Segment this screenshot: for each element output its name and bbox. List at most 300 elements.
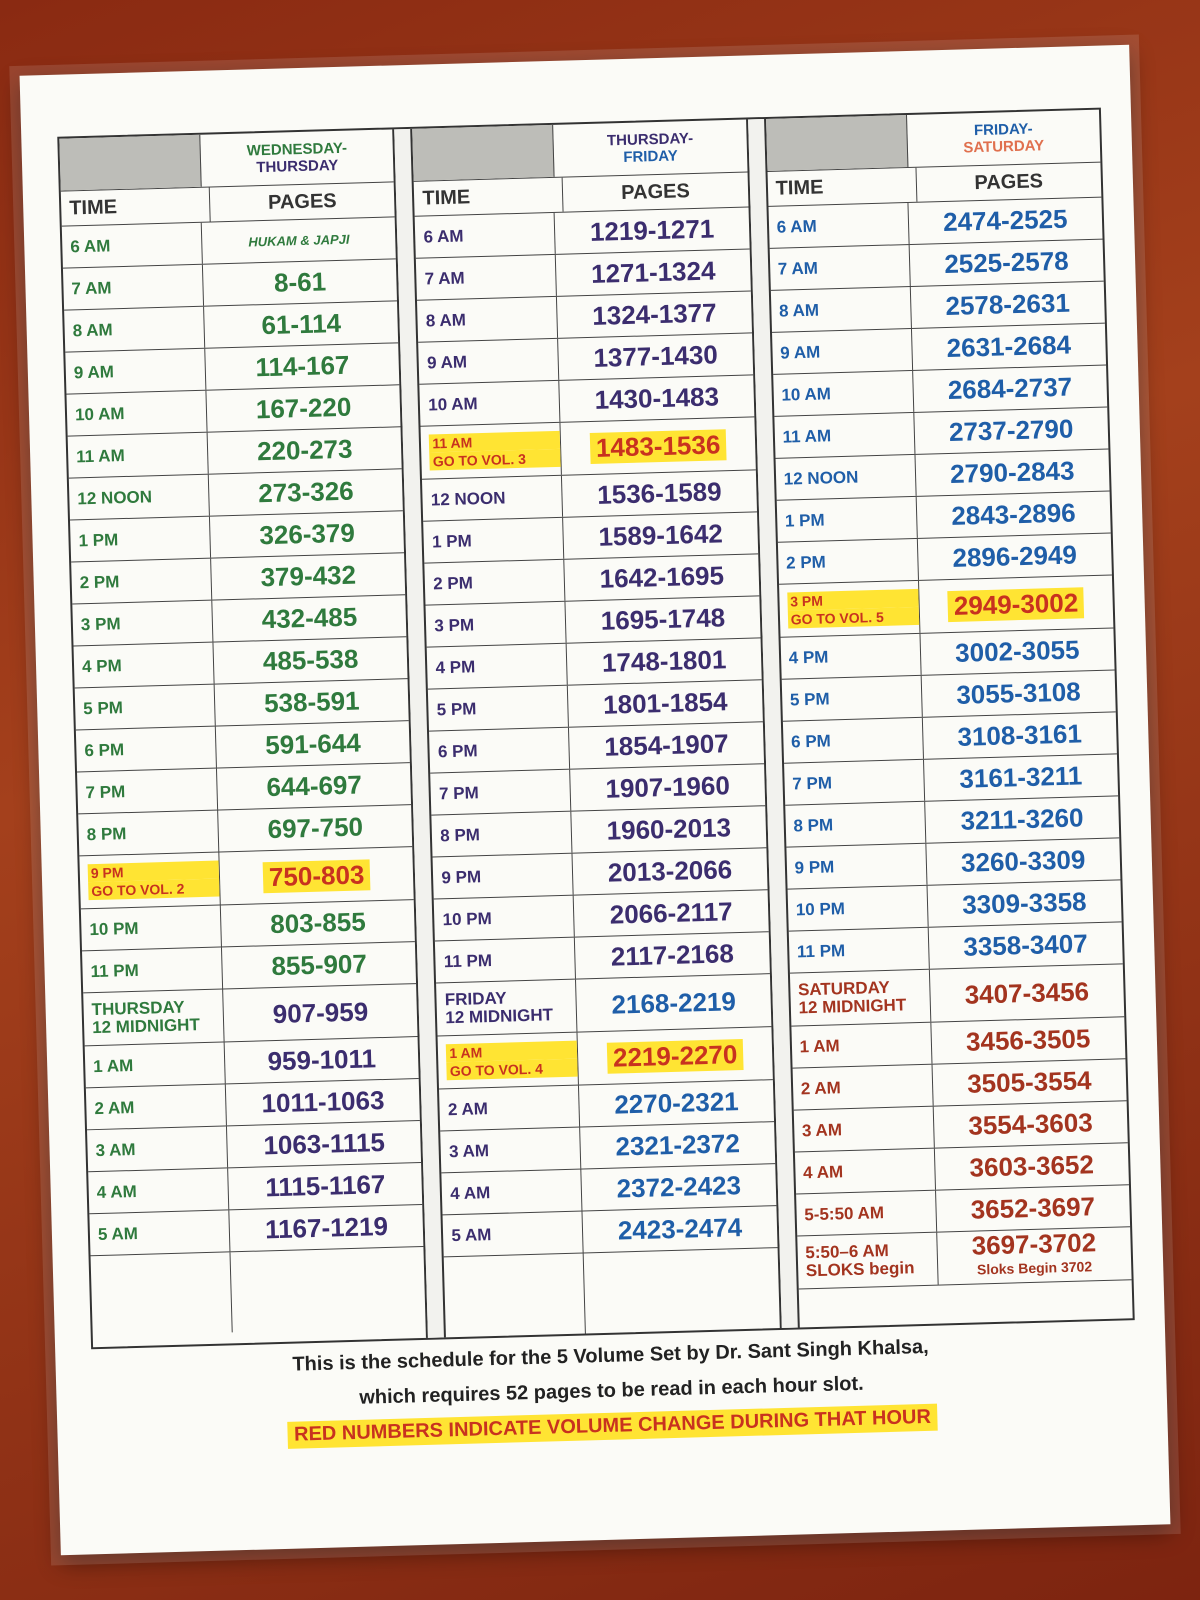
pages-cell bbox=[912, 324, 1106, 370]
time-label: 8 AM bbox=[72, 319, 113, 340]
time-cell bbox=[784, 760, 925, 805]
time-label: 11 PM bbox=[443, 950, 493, 971]
time-label: 6 PM bbox=[437, 740, 478, 761]
pages-range: 1377-1430 bbox=[593, 339, 719, 373]
pages-cell bbox=[579, 1080, 773, 1126]
time-note: GO TO VOL. 5 bbox=[787, 607, 918, 629]
pages-cell bbox=[557, 291, 751, 337]
pages-range: 750-803 bbox=[263, 859, 371, 893]
pages-cell bbox=[582, 1164, 776, 1210]
time-label: 1 PM bbox=[78, 529, 119, 550]
time-label: 5 AM bbox=[451, 1224, 492, 1245]
pages-range: 2896-2949 bbox=[952, 539, 1078, 573]
pages-range: 1271-1324 bbox=[590, 255, 716, 289]
pages-range: 2790-2843 bbox=[949, 455, 1075, 489]
time-cell bbox=[76, 727, 217, 772]
pages-cell bbox=[205, 343, 399, 389]
time-label: 8 PM bbox=[86, 823, 127, 844]
time-cell bbox=[772, 329, 913, 374]
pages-range: 1907-1960 bbox=[605, 770, 731, 804]
pages-range: 907-959 bbox=[272, 995, 369, 1029]
day-range-label bbox=[907, 110, 1101, 167]
pages-cell bbox=[908, 198, 1102, 244]
pages-subheading: HUKAM & JAPJI bbox=[248, 231, 350, 250]
pages-range: 2423-2474 bbox=[617, 1212, 743, 1246]
pages-range: 3505-3554 bbox=[966, 1065, 1092, 1099]
pages-range: 2474-2525 bbox=[942, 203, 1068, 238]
pages-header: PAGES bbox=[620, 179, 691, 204]
time-cell bbox=[771, 287, 912, 332]
time-label: 9 PM bbox=[88, 861, 219, 883]
time-label: 6 PM bbox=[790, 730, 832, 751]
pages-cell bbox=[925, 796, 1119, 842]
time-note: 12 MIDNIGHT bbox=[798, 995, 907, 1018]
pages-range: 1219-1271 bbox=[589, 213, 715, 247]
schedule-row bbox=[436, 974, 771, 1036]
time-cell bbox=[442, 1170, 583, 1215]
time-note: 12 MIDNIGHT bbox=[445, 1005, 554, 1028]
time-cell bbox=[85, 1042, 226, 1087]
time-cell bbox=[71, 559, 212, 604]
time-label: 1 AM bbox=[799, 1035, 840, 1056]
empty-row bbox=[444, 1248, 779, 1337]
pages-range: 1801-1854 bbox=[602, 686, 728, 720]
time-label: 5:50–6 AM bbox=[805, 1240, 890, 1263]
schedule-sheet bbox=[20, 45, 1171, 1555]
time-label: THURSDAY bbox=[91, 997, 185, 1020]
pages-cell bbox=[563, 512, 757, 558]
pages-cell bbox=[560, 375, 754, 421]
time-cell bbox=[416, 255, 557, 300]
day-header bbox=[59, 129, 394, 191]
time-label: 3 AM bbox=[95, 1139, 136, 1160]
time-label: 4 AM bbox=[802, 1161, 844, 1182]
time-label: 11 PM bbox=[90, 960, 140, 981]
pages-range: 8-61 bbox=[273, 266, 327, 298]
pages-cell bbox=[931, 1017, 1125, 1063]
time-cell bbox=[62, 223, 203, 268]
footer-line-2: which requires 52 pages to be read in each hour slot. bbox=[358, 1372, 865, 1409]
time-cell bbox=[791, 1023, 932, 1068]
time-note: GO TO VOL. 4 bbox=[447, 1059, 578, 1081]
day-line-1: FRIDAY- bbox=[973, 120, 1033, 140]
pages-cell bbox=[910, 282, 1104, 328]
pages-cell bbox=[583, 1206, 777, 1252]
pages-cell bbox=[211, 553, 405, 599]
time-label: 7 AM bbox=[424, 267, 465, 289]
pages-cell bbox=[930, 964, 1125, 1021]
empty-cell bbox=[91, 1252, 233, 1336]
time-label: 9 AM bbox=[779, 342, 821, 363]
pages-cell bbox=[575, 932, 769, 978]
time-label: 7 AM bbox=[777, 258, 819, 279]
time-cell bbox=[427, 644, 568, 689]
pages-cell bbox=[909, 240, 1103, 286]
schedule-row bbox=[797, 1227, 1132, 1289]
pages-cell bbox=[920, 628, 1114, 674]
pages-range: 273-326 bbox=[257, 475, 355, 509]
time-cell bbox=[83, 989, 224, 1045]
time-cell bbox=[438, 1033, 579, 1089]
footer-line-1: This is the schedule for the 5 Volume Set by Dr. Sant Singh Khalsa, bbox=[292, 1335, 929, 1376]
time-label: 3 AM bbox=[448, 1140, 490, 1161]
time-cell bbox=[426, 602, 567, 647]
time-label: 10 AM bbox=[781, 383, 832, 405]
time-label: 7 PM bbox=[85, 781, 126, 802]
time-label: 1 PM bbox=[431, 530, 472, 551]
pages-range: 2219-2270 bbox=[607, 1038, 744, 1073]
time-cell bbox=[68, 433, 209, 478]
time-label: 3 AM bbox=[801, 1119, 843, 1140]
pages-cell bbox=[210, 511, 404, 557]
footer-note bbox=[55, 1329, 1167, 1455]
time-label: 6 AM bbox=[776, 216, 817, 237]
time-cell bbox=[443, 1212, 584, 1257]
pages-range: 61-114 bbox=[261, 307, 342, 341]
pages-range: 1167-1219 bbox=[264, 1210, 389, 1245]
time-label: FRIDAY bbox=[444, 988, 507, 1010]
pages-cell bbox=[226, 1079, 420, 1125]
pages-range: 3407-3456 bbox=[964, 975, 1090, 1010]
pages-cell bbox=[209, 469, 403, 515]
time-label: 8 AM bbox=[778, 300, 820, 321]
schedule-column-1 bbox=[59, 129, 428, 1347]
pages-cell bbox=[222, 942, 416, 988]
time-label: 12 NOON bbox=[430, 487, 506, 509]
time-cell bbox=[436, 980, 577, 1036]
schedule-column-3 bbox=[766, 110, 1133, 1328]
time-label: 4 AM bbox=[96, 1181, 138, 1202]
time-label: 7 AM bbox=[71, 277, 112, 298]
time-cell bbox=[797, 1233, 938, 1289]
pages-range: 2321-2372 bbox=[615, 1128, 741, 1162]
pages-range: 2372-2423 bbox=[616, 1170, 742, 1204]
time-cell bbox=[65, 349, 206, 394]
pages-header: PAGES bbox=[974, 169, 1044, 194]
time-cell bbox=[776, 497, 917, 542]
time-label: 3 PM bbox=[80, 613, 121, 634]
time-cell bbox=[778, 539, 919, 584]
pages-cell bbox=[219, 847, 414, 904]
time-cell bbox=[775, 455, 916, 500]
pages-cell bbox=[558, 333, 752, 379]
pages-cell bbox=[935, 1143, 1129, 1189]
pages-range: 3554-3603 bbox=[967, 1107, 1094, 1141]
time-label: 4 PM bbox=[435, 656, 476, 677]
pages-range: 959-1011 bbox=[267, 1043, 377, 1077]
pages-cell bbox=[215, 679, 409, 725]
pages-cell bbox=[573, 848, 767, 894]
pages-range: 379-432 bbox=[260, 559, 357, 593]
day-line-2: FRIDAY bbox=[623, 147, 679, 166]
pages-range: 2631-2684 bbox=[946, 329, 1072, 363]
time-cell bbox=[431, 770, 572, 815]
pages-range: 697-750 bbox=[267, 811, 364, 845]
pages-cell bbox=[927, 880, 1121, 926]
pages-cell bbox=[228, 1163, 422, 1209]
pages-cell bbox=[566, 596, 760, 642]
pages-cell bbox=[216, 721, 410, 767]
time-label: 12 NOON bbox=[783, 467, 859, 489]
pages-cell bbox=[213, 637, 407, 683]
time-cell bbox=[64, 307, 205, 352]
pages-range: 1536-1589 bbox=[596, 476, 723, 510]
pages-range: 3055-3108 bbox=[955, 676, 1082, 710]
time-cell bbox=[785, 802, 926, 847]
pages-range: 3603-3652 bbox=[969, 1149, 1095, 1183]
pages-range: 1324-1377 bbox=[591, 297, 718, 331]
time-label: 1 AM bbox=[446, 1041, 577, 1063]
time-cell bbox=[70, 517, 211, 562]
pages-cell bbox=[916, 492, 1110, 538]
pages-cell bbox=[578, 1027, 773, 1084]
pages-range: 2066-2117 bbox=[609, 896, 734, 930]
pages-range: 803-855 bbox=[269, 906, 367, 940]
pages-cell bbox=[922, 712, 1116, 758]
time-label: 1 AM bbox=[92, 1055, 134, 1076]
time-cell bbox=[63, 265, 204, 310]
time-cell bbox=[793, 1107, 934, 1152]
pages-cell bbox=[570, 764, 764, 810]
time-cell bbox=[779, 581, 920, 637]
pages-range: 3652-3697 bbox=[970, 1191, 1096, 1225]
pages-cell bbox=[202, 217, 396, 263]
pages-header: PAGES bbox=[267, 189, 337, 214]
pages-cell bbox=[204, 301, 398, 347]
time-cell bbox=[790, 970, 931, 1026]
schedule-row bbox=[421, 417, 756, 479]
schedule-column-2 bbox=[413, 119, 782, 1337]
time-cell bbox=[768, 203, 909, 248]
time-label: 5 PM bbox=[436, 698, 477, 719]
day-header bbox=[766, 110, 1101, 172]
pages-range: 3108-3161 bbox=[957, 718, 1083, 752]
time-cell bbox=[787, 886, 928, 931]
time-label: 11 AM bbox=[782, 425, 832, 447]
time-label: 10 PM bbox=[89, 918, 139, 939]
pages-cell bbox=[561, 417, 756, 474]
pages-range: 1011-1063 bbox=[261, 1085, 385, 1119]
time-label: 11 PM bbox=[796, 940, 846, 961]
schedule-row bbox=[438, 1027, 773, 1089]
time-label: 2 PM bbox=[79, 571, 120, 592]
pages-range: 2578-2631 bbox=[945, 287, 1071, 322]
pages-cell bbox=[572, 806, 766, 852]
time-cell bbox=[79, 853, 220, 909]
pages-cell bbox=[218, 805, 412, 851]
time-label: 6 AM bbox=[70, 235, 111, 256]
pages-cell bbox=[933, 1101, 1127, 1147]
pages-cell bbox=[926, 838, 1120, 884]
pages-range: 1063-1115 bbox=[263, 1127, 386, 1161]
pages-range: 3260-3309 bbox=[960, 844, 1086, 878]
time-cell bbox=[81, 905, 222, 950]
pages-range: 591-644 bbox=[264, 727, 362, 761]
pages-cell bbox=[565, 554, 759, 600]
time-cell bbox=[72, 601, 213, 646]
time-label: 6 PM bbox=[84, 739, 125, 760]
schedule-row bbox=[790, 964, 1125, 1026]
pages-range: 1430-1483 bbox=[594, 381, 720, 415]
time-cell bbox=[434, 896, 575, 941]
pages-cell bbox=[915, 450, 1109, 496]
time-note: GO TO VOL. 3 bbox=[430, 449, 561, 471]
time-label: 5-5:50 AM bbox=[804, 1202, 885, 1224]
pages-range: 644-697 bbox=[266, 769, 363, 803]
pages-cell bbox=[227, 1121, 421, 1167]
time-cell bbox=[428, 686, 569, 731]
pages-range: 485-538 bbox=[262, 643, 359, 677]
time-label: 5 AM bbox=[97, 1223, 139, 1244]
day-line-2: SATURDAY bbox=[963, 137, 1045, 157]
time-label: 1 PM bbox=[784, 509, 825, 531]
pages-range: 1483-1536 bbox=[590, 429, 727, 464]
time-cell bbox=[89, 1210, 230, 1255]
pages-cell bbox=[223, 984, 418, 1041]
time-cell bbox=[74, 643, 215, 688]
time-note: GO TO VOL. 2 bbox=[88, 879, 219, 901]
time-cell bbox=[78, 811, 219, 856]
time-label: 7 PM bbox=[438, 782, 480, 803]
time-label: 9 PM bbox=[794, 856, 835, 877]
pages-range: 1854-1907 bbox=[603, 728, 730, 762]
time-cell bbox=[432, 812, 573, 857]
time-note: SLOKS begin bbox=[805, 1258, 915, 1281]
time-cell bbox=[423, 518, 564, 563]
time-cell bbox=[783, 718, 924, 763]
empty-cell bbox=[444, 1253, 586, 1337]
time-cell bbox=[86, 1084, 227, 1129]
day-line-1: WEDNESDAY- bbox=[246, 139, 348, 160]
pages-cell bbox=[568, 680, 762, 726]
pages-cell bbox=[562, 470, 756, 516]
header-shade bbox=[59, 135, 201, 191]
pages-range: 3697-3702 bbox=[971, 1227, 1097, 1261]
time-label: 6 AM bbox=[423, 225, 464, 247]
pages-cell bbox=[574, 890, 768, 936]
time-cell bbox=[439, 1086, 580, 1131]
pages-cell bbox=[917, 533, 1111, 579]
pages-range: 538-591 bbox=[263, 685, 360, 719]
pages-range: 3161-3211 bbox=[958, 760, 1083, 794]
time-cell bbox=[796, 1191, 937, 1236]
pages-cell bbox=[924, 754, 1118, 800]
time-label: 9 PM bbox=[441, 866, 482, 887]
time-label: 12 NOON bbox=[77, 486, 153, 508]
time-cell bbox=[781, 676, 922, 721]
empty-cell bbox=[230, 1247, 426, 1332]
time-label: 10 PM bbox=[442, 908, 492, 929]
time-label: 4 PM bbox=[81, 655, 123, 676]
schedule-row bbox=[779, 575, 1114, 637]
time-cell bbox=[415, 213, 556, 258]
time-cell bbox=[88, 1168, 229, 1213]
time-label: 2 PM bbox=[432, 572, 474, 593]
pages-range: 3211-3260 bbox=[960, 802, 1084, 836]
time-cell bbox=[788, 928, 929, 973]
pages-cell bbox=[221, 900, 415, 946]
pages-cell bbox=[206, 385, 400, 431]
time-label: 9 AM bbox=[426, 351, 468, 373]
pages-cell bbox=[921, 670, 1115, 716]
pages-range: 2168-2219 bbox=[611, 985, 737, 1020]
pages-range: 2684-2737 bbox=[947, 371, 1073, 405]
time-cell bbox=[75, 685, 216, 730]
time-cell bbox=[425, 560, 566, 605]
time-cell bbox=[780, 634, 921, 679]
pages-range: 220-273 bbox=[256, 433, 353, 467]
time-cell bbox=[773, 371, 914, 416]
pages-range: 3358-3407 bbox=[962, 928, 1089, 962]
pages-range: 2117-2168 bbox=[610, 938, 735, 972]
pages-range: 2949-3002 bbox=[947, 587, 1084, 622]
time-label: 2 AM bbox=[94, 1097, 135, 1118]
time-cell bbox=[69, 475, 210, 520]
pages-range: 3002-3055 bbox=[954, 634, 1080, 668]
day-line-2: THURSDAY bbox=[256, 156, 339, 177]
day-line-1: THURSDAY- bbox=[606, 130, 694, 150]
pages-cell bbox=[932, 1059, 1126, 1105]
pages-cell bbox=[928, 922, 1122, 968]
time-cell bbox=[441, 1128, 582, 1173]
pages-cell bbox=[203, 259, 397, 305]
time-note: 12 MIDNIGHT bbox=[91, 1015, 201, 1038]
time-label: 4 AM bbox=[449, 1182, 491, 1203]
pages-range: 1748-1801 bbox=[601, 644, 727, 678]
pages-cell bbox=[580, 1122, 774, 1168]
pages-cell bbox=[225, 1037, 419, 1083]
pages-note: Sloks Begin 3702 bbox=[976, 1258, 1093, 1278]
time-cell bbox=[87, 1126, 228, 1171]
time-label: 9 AM bbox=[73, 361, 115, 382]
pages-cell bbox=[567, 638, 761, 684]
time-cell bbox=[774, 413, 915, 458]
time-label: SATURDAY bbox=[797, 977, 890, 1000]
time-label: 8 PM bbox=[793, 814, 834, 835]
time-label: 3 PM bbox=[787, 589, 918, 611]
schedule-row bbox=[83, 984, 418, 1046]
pages-cell bbox=[556, 249, 750, 295]
pages-range: 167-220 bbox=[255, 391, 352, 425]
time-header: TIME bbox=[767, 168, 917, 206]
time-label: 7 PM bbox=[792, 772, 833, 793]
time-cell bbox=[82, 947, 223, 992]
schedule-row bbox=[79, 847, 414, 909]
header-shade bbox=[766, 115, 908, 171]
time-label: 4 PM bbox=[788, 646, 829, 668]
pages-cell bbox=[229, 1205, 423, 1251]
pages-cell bbox=[208, 427, 402, 473]
empty-row bbox=[91, 1247, 426, 1336]
time-cell bbox=[795, 1149, 936, 1194]
pages-cell bbox=[576, 974, 771, 1031]
pages-cell bbox=[217, 763, 411, 809]
pages-range: 3309-3358 bbox=[961, 886, 1087, 920]
footer-line-3: RED NUMBERS INDICATE VOLUME CHANGE DURING THAT HOUR bbox=[288, 1404, 938, 1449]
time-label: 10 AM bbox=[427, 393, 478, 414]
pages-cell bbox=[212, 595, 406, 641]
pages-range: 432-485 bbox=[261, 601, 358, 635]
pages-range: 2013-2066 bbox=[607, 854, 733, 888]
time-cell bbox=[429, 728, 570, 773]
time-label: 2 AM bbox=[800, 1077, 842, 1098]
day-range-label bbox=[553, 120, 747, 177]
time-label: 10 AM bbox=[74, 403, 125, 424]
time-label: 8 PM bbox=[439, 824, 481, 845]
pages-cell bbox=[919, 575, 1114, 632]
pages-range: 2843-2896 bbox=[950, 497, 1077, 531]
day-header bbox=[413, 120, 748, 182]
